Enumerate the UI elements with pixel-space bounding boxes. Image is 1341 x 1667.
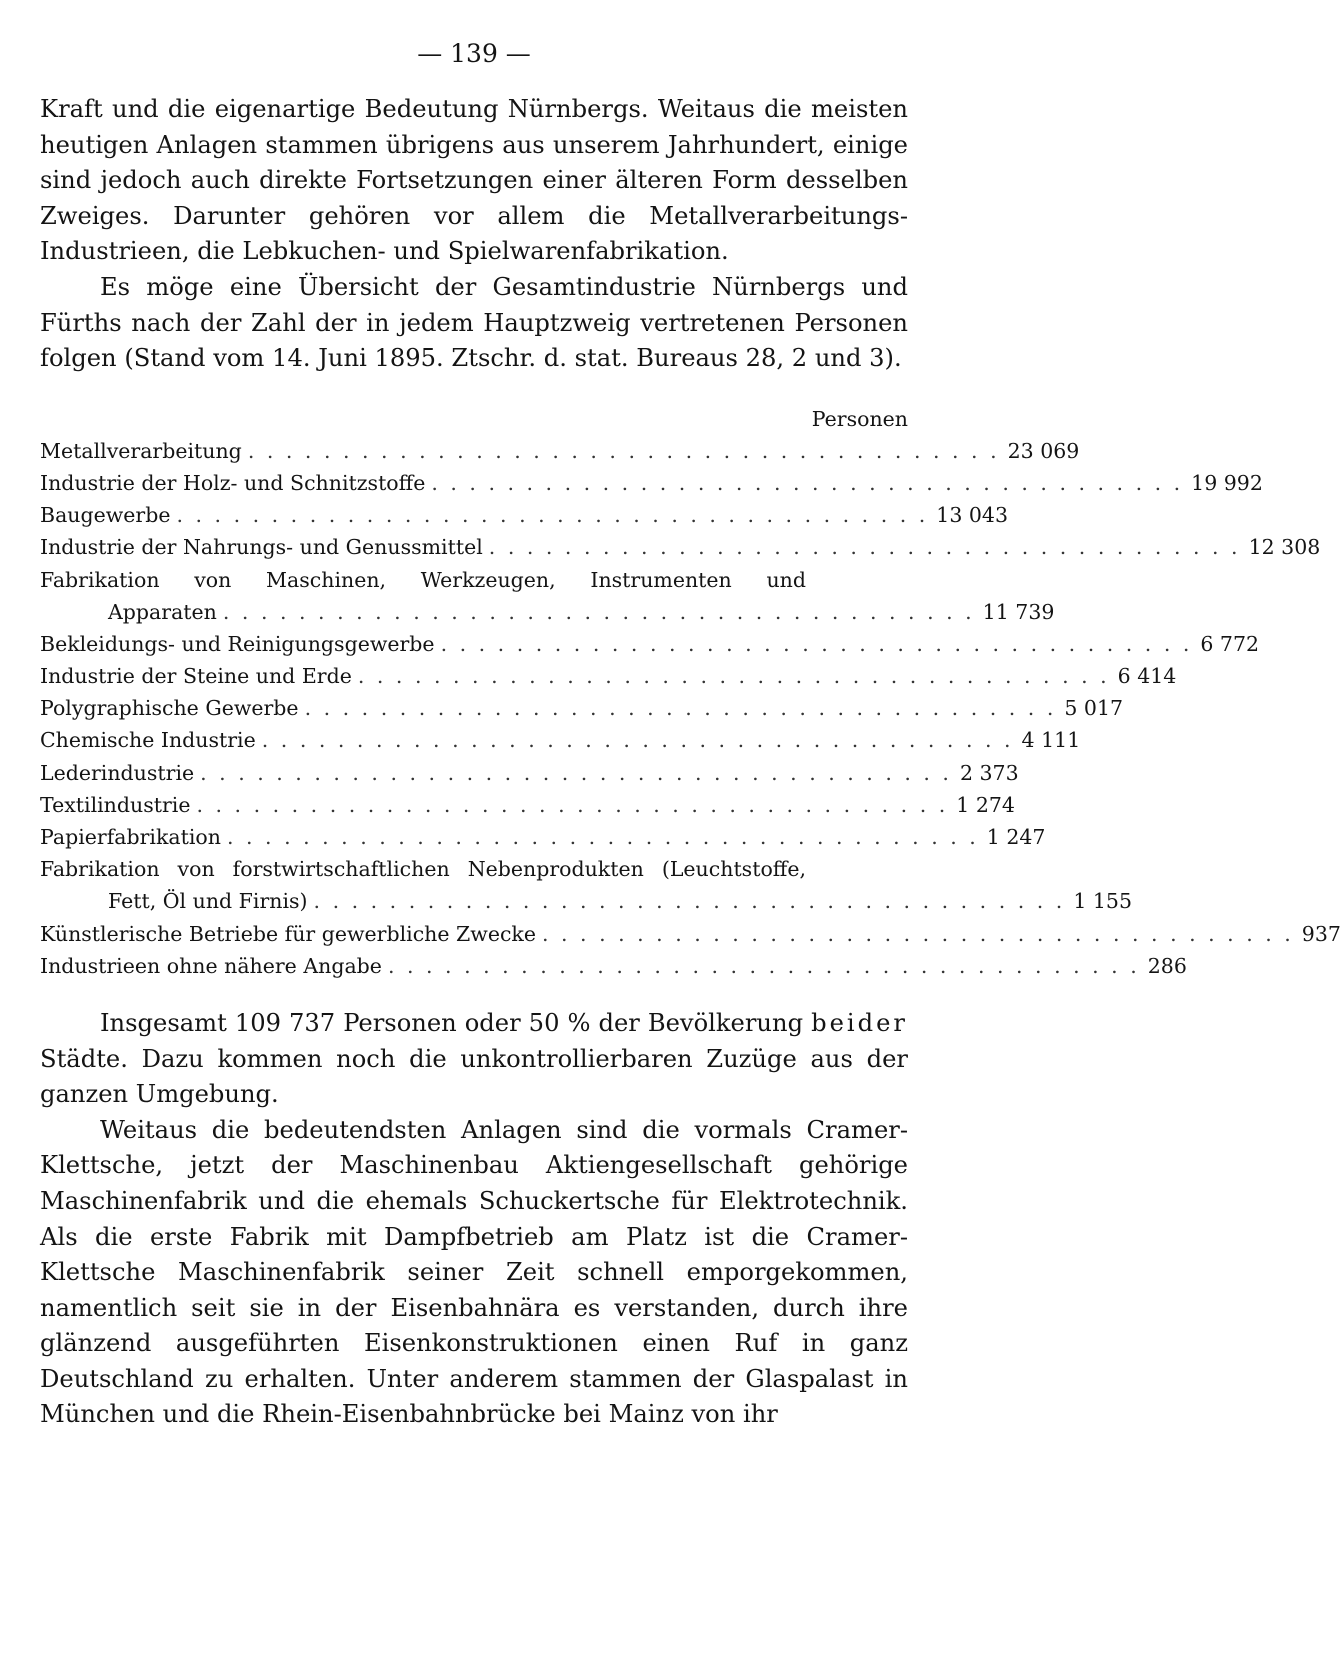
row-label: Chemische Industrie [40,728,256,753]
table-row [40,724,1081,756]
dot-leader: . . . . . . . . . . . . . . . . . . . . . . . . . . . . . . . . . . . . . . . . [196,792,949,817]
table-row [40,885,1133,917]
table-row [40,660,1177,692]
table-header-personen: Personen [811,406,908,431]
table-row [40,531,1321,563]
row-value: 6 772 [1200,631,1260,656]
industry-table [40,403,1341,982]
row-label: Textilindustrie [40,792,191,817]
table-row [40,950,1187,982]
row-label: Künstlerische Betriebe für gewerbliche Zwecke [40,921,536,946]
paragraph-overview: Es möge eine Übersicht der Gesamtindustrie Nürnbergs und Fürths nach der Zahl der in jedem Hauptzweig vertretenen Personen folgen (Stand vom 14. Juni 1895. Ztschr. d. stat. Bureaus 28, 2 und 3). [40,272,908,373]
row-value: 13 043 [936,503,1009,528]
row-label: Polygraphische Gewerbe [40,696,299,721]
dot-leader: . . . . . . . . . . . . . . . . . . . . . . . . . . . . . . . . . . . . . . . . [304,696,1057,721]
row-value: 1 274 [956,792,1015,817]
row-value: 19 992 [1191,470,1263,495]
table-row-label-line: Fabrikation von forstwirtschaftlichen Nebenprodukten (Leuchtstoffe, [40,857,806,882]
dot-leader: . . . . . . . . . . . . . . . . . . . . . . . . . . . . . . . . . . . . . . . . [226,825,979,849]
row-label: Industrie der Nahrungs- und Genussmittel [40,535,483,560]
table-row [40,789,1015,821]
table-row [40,628,1260,660]
table-row [40,918,1341,950]
dot-leader: . . . . . . . . . . . . . . . . . . . . . . . . . . . . . . . . . . . . . . . . [200,760,952,785]
row-label: Industrie der Steine und Erde [40,664,352,689]
total-paragraph [40,1006,908,1113]
total-spaced-word: beider [811,1008,908,1037]
row-value: 6 414 [1117,664,1177,689]
row-label: Apparaten [108,599,217,624]
dot-leader: . . . . . . . . . . . . . . . . . . . . . . . . . . . . . . . . . . . . . . . . [541,921,1294,946]
table-row [40,596,1055,628]
table-rows [40,435,1341,982]
book-page [40,0,1341,1433]
dot-leader: . . . . . . . . . . . . . . . . . . . . . . . . . . . . . . . . . . . . . . . . [387,953,1140,978]
dot-leader: . . . . . . . . . . . . . . . . . . . . . . . . . . . . . . . . . . . . . . . . [176,503,929,528]
table-row [40,499,1009,531]
dot-leader: . . . . . . . . . . . . . . . . . . . . . . . . . . . . . . . . . . . . . . . . [313,889,1066,914]
dot-leader: . . . . . . . . . . . . . . . . . . . . . . . . . . . . . . . . . . . . . . . . [247,438,1000,463]
table-row [40,821,1046,853]
dot-leader: . . . . . . . . . . . . . . . . . . . . . . . . . . . . . . . . . . . . . . . . [440,631,1193,656]
table-row [40,435,1080,467]
row-value: 5 017 [1064,696,1124,721]
total-text-before: Insgesamt 109 737 Personen oder 50 % der Bevölkerung [100,1008,812,1037]
row-label: Baugewerbe [40,503,171,528]
row-value: 12 308 [1248,535,1321,560]
row-label: Lederindustrie [40,760,195,785]
row-value: 4 111 [1021,728,1081,753]
row-value: 286 [1147,953,1187,978]
row-label: Papierfabrikation [40,825,221,849]
row-value: 1 247 [986,825,1046,849]
table-row-label-line: Fabrikation von Maschinen, Werkzeugen, Instrumenten und [40,567,806,592]
row-label: Industrie der Holz- und Schnitzstoffe [40,470,426,495]
row-value: 23 069 [1007,438,1080,463]
row-label: Bekleidungs- und Reinigungsgewerbe [40,631,435,656]
total-text-after: Städte. Dazu kommen noch die unkontrollierbaren Zuzüge aus der ganzen Umgebung. [40,1044,908,1109]
dot-leader: . . . . . . . . . . . . . . . . . . . . . . . . . . . . . . . . . . . . . . . . [488,535,1241,560]
row-label: Industrieen ohne nähere Angabe [40,953,382,978]
dot-leader: . . . . . . . . . . . . . . . . . . . . . . . . . . . . . . . . . . . . . . . . [431,470,1184,495]
table-row [40,692,1124,724]
dot-leader: . . . . . . . . . . . . . . . . . . . . . . . . . . . . . . . . . . . . . . . . [357,664,1110,689]
row-value: 2 373 [959,760,1019,785]
page-number: — 139 — [417,39,531,68]
paragraph-factories: Weitaus die bedeutendsten Anlagen sind die vormals Cramer-Klettsche, jetzt der Maschinenbau Aktiengesellschaft gehörige Maschinenfabrik und die ehemals Schuckertsche für Elektrotechnik. Als die erste Fabrik mit Dampfbetrieb am Platz ist die Cramer-Klettsche Maschinenfabrik seiner Zeit schnell emporgekommen, namentlich seit sie in der Eisenbahnära es verstanden, durch ihre glänzend ausgeführten Eisenkonstruktionen einen Ruf in ganz Deutschland zu erhalten. Unter anderem stammen der Glaspalast in München und die Rhein-Eisenbahnbrücke bei Mainz von ihr [40,1115,908,1429]
dot-leader: . . . . . . . . . . . . . . . . . . . . . . . . . . . . . . . . . . . . . . . . [222,599,975,624]
row-label: Metallverarbeitung [40,438,242,463]
row-value: 1 155 [1073,889,1133,914]
paragraph-intro: Kraft und die eigenartige Bedeutung Nürnbergs. Weitaus die meisten heutigen Anlagen stammen übrigens aus unserem Jahrhundert, einige sind jedoch auch direkte Fortsetzungen einer älteren Form desselben Zweiges. Darunter gehören vor allem die Metallverarbeitungs-Industrieen, die Lebkuchen- und Spielwarenfabrikation. [40,95,908,266]
table-row [40,757,1019,789]
row-value: 11 739 [982,599,1055,624]
row-value: 937 [1301,921,1341,946]
table-row [40,467,1263,499]
row-label: Fett, Öl und Firnis) [108,889,308,914]
dot-leader: . . . . . . . . . . . . . . . . . . . . . . . . . . . . . . . . . . . . . . . . [261,728,1014,753]
